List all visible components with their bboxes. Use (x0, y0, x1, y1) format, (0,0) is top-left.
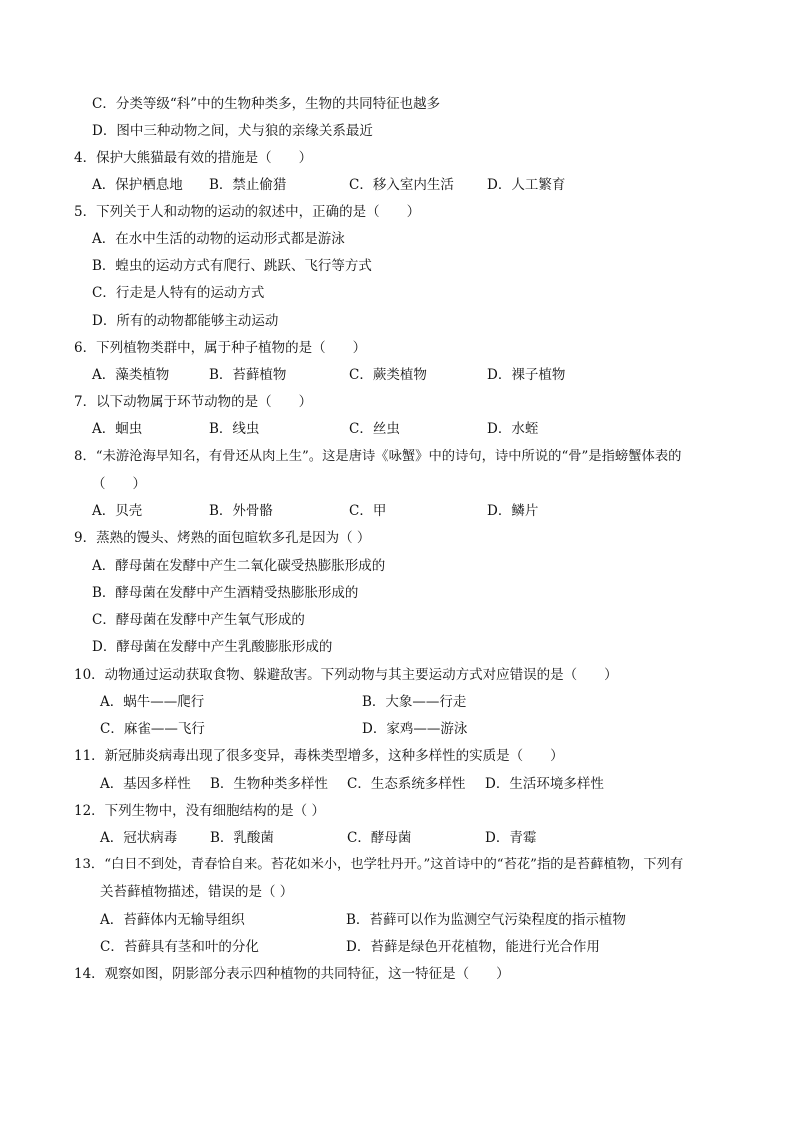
q11-option-d: D．生活环境多样性 (485, 776, 604, 792)
q11-option-c: C．生态系统多样性 (347, 776, 466, 792)
q5-option-d: D．所有的动物都能够主动运动 (92, 313, 279, 329)
q7-option-a: A．蛔虫 (92, 421, 143, 437)
q8-option-a: A．贝壳 (92, 503, 143, 519)
q11-option-b: B．生物种类多样性 (210, 776, 328, 792)
q12-option-b: B．乳酸菌 (210, 830, 274, 846)
q10-option-c: C．麻雀——飞行 (100, 721, 205, 737)
q10-option-b: B．大象——行走 (362, 694, 467, 710)
q13-option-d: D．苔藓是绿色开花植物，能进行光合作用 (346, 939, 600, 955)
q10-stem: 10．动物通过运动获取食物、躲避敌害。下列动物与其主要运动方式对应错误的是（ ） (74, 667, 618, 683)
q5-option-c: C．行走是人特有的运动方式 (92, 285, 265, 301)
q4-option-a: A．保护栖息地 (92, 177, 183, 193)
q5-stem: 5．下列关于人和动物的运动的叙述中，正确的是（ ） (74, 204, 421, 220)
q12-option-c: C．酵母菌 (347, 830, 412, 846)
q9-option-d: D．酵母菌在发酵中产生乳酸膨胀形成的 (92, 639, 333, 655)
q9-stem: 9．蒸熟的馒头、烤熟的面包暄软多孔是因为（ ） (74, 530, 371, 546)
q4-stem: 4．保护大熊猫最有效的措施是（ ） (74, 150, 313, 166)
q10-option-a: A．蜗牛——爬行 (100, 694, 205, 710)
q6-option-a: A．藻类植物 (92, 367, 170, 383)
q4-option-c: C．移入室内生活 (349, 177, 454, 193)
q3-option-d: D．图中三种动物之间，犬与狼的亲缘关系最近 (92, 123, 373, 139)
q13-option-b: B．苔藓可以作为监测空气污染程度的指示植物 (346, 912, 626, 928)
q6-stem: 6．下列植物类群中，属于种子植物的是（ ） (74, 340, 367, 356)
q9-option-c: C．酵母菌在发酵中产生氧气形成的 (92, 612, 305, 628)
q12-option-d: D．青霉 (485, 830, 537, 846)
q13-option-c: C．苔藓具有茎和叶的分化 (100, 939, 259, 955)
q4-option-b: B．禁止偷猎 (209, 177, 287, 193)
q11-option-a: A．基因多样性 (100, 776, 191, 792)
q8-option-b: B．外骨骼 (209, 503, 273, 519)
q7-stem: 7．以下动物属于环节动物的是（ ） (74, 394, 313, 410)
q13-stem: 13．“白日不到处，青春恰自来。苔花如米小，也学牡丹开。”这首诗中的“苔花”指的是苔藓植物，下列有 (74, 857, 684, 872)
q9-option-a: A．酵母菌在发酵中产生二氧化碳受热膨胀形成的 (92, 558, 386, 574)
q7-option-b: B．线虫 (209, 421, 260, 437)
q12-stem: 12．下列生物中，没有细胞结构的是（ ） (74, 803, 325, 819)
q7-option-c: C．丝虫 (349, 421, 400, 437)
q3-option-c: C．分类等级“科”中的生物种类多，生物的共同特征也越多 (92, 96, 441, 112)
q12-option-a: A．冠状病毒 (100, 830, 178, 846)
q8-option-d: D．鳞片 (487, 503, 539, 519)
q11-stem: 11．新冠肺炎病毒出现了很多变异，毒株类型增多，这种多样性的实质是（ ） (74, 748, 564, 764)
q6-option-d: D．裸子植物 (487, 367, 566, 383)
q8-option-c: C．甲 (349, 503, 387, 519)
q6-option-b: B．苔藓植物 (209, 367, 287, 383)
q8-stem: 8．“未游沧海早知名，有骨还从肉上生”。这是唐诗《咏蟹》中的诗句，诗中所说的“骨”是指螃蟹体表的 (74, 449, 682, 464)
q13-stem-cont: 关苔藓植物描述，错误的是（ ） (100, 884, 294, 900)
q13-option-a: A．苔藓体内无输导组织 (100, 912, 245, 928)
q6-option-c: C．蕨类植物 (349, 367, 427, 383)
q9-option-b: B．酵母菌在发酵中产生酒精受热膨胀形成的 (92, 585, 359, 601)
q14-stem: 14．观察如图，阴影部分表示四种植物的共同特征，这一特征是（ ） (74, 966, 510, 982)
q10-option-d: D．家鸡——游泳 (362, 721, 468, 737)
q5-option-b: B．蝗虫的运动方式有爬行、跳跃、飞行等方式 (92, 258, 372, 274)
q8-stem-cont: （ ） (92, 476, 146, 492)
q7-option-d: D．水蛭 (487, 421, 539, 437)
q4-option-d: D．人工繁育 (487, 177, 566, 193)
q5-option-a: A．在水中生活的动物的运动形式都是游泳 (92, 231, 345, 247)
